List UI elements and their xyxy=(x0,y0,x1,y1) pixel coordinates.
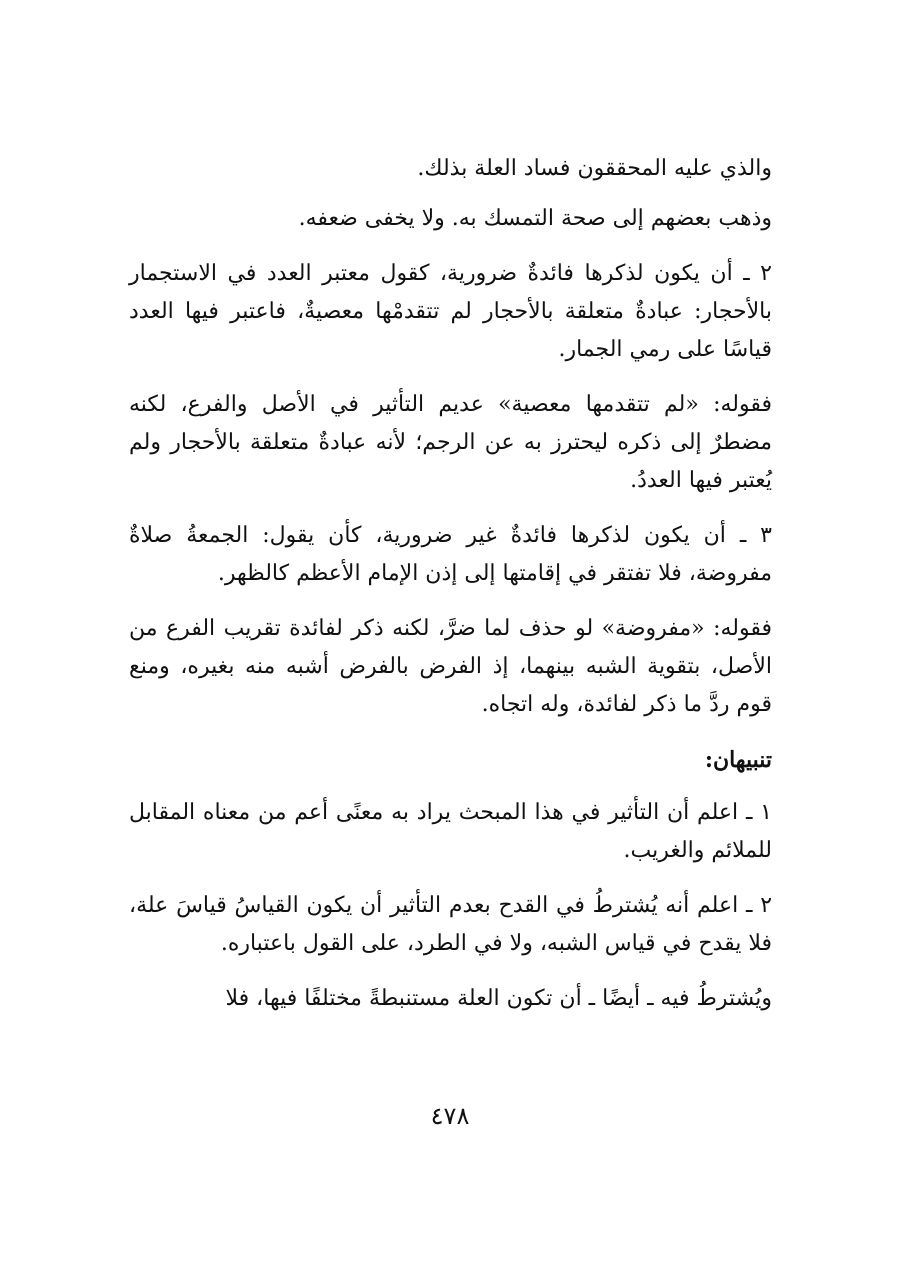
section-heading: تنبيهان: xyxy=(704,747,772,773)
paragraph-9: ويُشترطُ فيه ـ أيضًا ـ أن تكون العلة مستنبطةً مختلفًا فيها، فلا xyxy=(225,986,772,1011)
paragraph-4: فقوله: «لم تتقدمها معصية» عديم التأثير في الأصل والفرع، لكنه مضطرٌ إلى ذكره ليحترز به عن الرجم؛ لأنه عبادةٌ متعلقة بالأحجار ولم يُعتبر فيها العددُ. xyxy=(129,392,772,493)
paragraph-7: ١ ـ اعلم أن التأثير في هذا المبحث يراد به معنًى أعم من معناه المقابل للملائم والغريب. xyxy=(129,800,772,863)
paragraph-3: ٢ ـ أن يكون لذكرها فائدةٌ ضرورية، كقول معتبر العدد في الاستجمار بالأحجار: عبادةٌ متعلقة بالأحجار لم تتقدمْها معصيةٌ، فاعتبر فيها العدد قياسًا على رمي الجمار. xyxy=(129,261,772,362)
page-body xyxy=(129,150,772,1018)
paragraph-1: والذي عليه المحققون فساد العلة بذلك. xyxy=(417,156,772,181)
paragraph-6: فقوله: «مفروضة» لو حذف لما ضرَّ، لكنه ذكر لفائدة تقريب الفرع من الأصل، بتقوية الشبه بينهما، إذ الفرض بالفرض أشبه منه بغيره، ومنع قوم ردَّ ما ذكر لفائدة، وله اتجاه. xyxy=(129,616,772,717)
paragraph-2: وذهب بعضهم إلى صحة التمسك به. ولا يخفى ضعفه. xyxy=(298,206,772,231)
page-number: ٤٧٨ xyxy=(430,1102,470,1130)
paragraph-8: ٢ ـ اعلم أنه يُشترطُ في القدح بعدم التأثير أن يكون القياسُ قياسَ علة، فلا يقدح في قياس الشبه، ولا في الطرد، على القول باعتباره. xyxy=(129,893,773,956)
paragraph-5: ٣ ـ أن يكون لذكرها فائدةٌ غير ضرورية، كأن يقول: الجمعةُ صلاةٌ مفروضة، فلا تفتقر في إقامتها إلى إذن الإمام الأعظم كالظهر. xyxy=(129,523,772,586)
